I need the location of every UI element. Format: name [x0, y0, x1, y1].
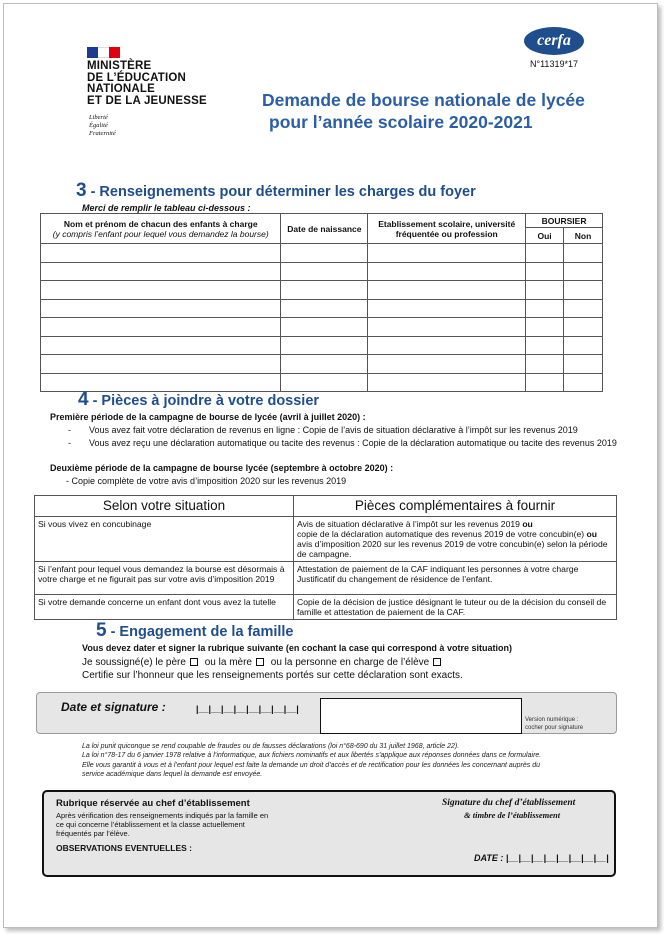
col-boursier: BOURSIER: [526, 214, 603, 228]
cell-school[interactable]: [368, 373, 526, 392]
cell-school[interactable]: [368, 299, 526, 318]
head-signature-title: Signature du chef d’établissement: [442, 798, 576, 808]
cell-oui[interactable]: [526, 244, 564, 263]
additional-documents-table: [34, 495, 617, 620]
section-3-title-text: - Renseignements pour déterminer les charges du foyer: [90, 184, 476, 200]
cell-name[interactable]: [41, 244, 281, 263]
col-child-name-label: Nom et prénom de chacun des enfants à charge: [63, 218, 258, 229]
cell-name[interactable]: [41, 262, 281, 281]
ministry-name: [87, 61, 207, 107]
cell-oui[interactable]: [526, 355, 564, 374]
head-date-label: DATE :: [474, 853, 504, 863]
flag-blue-stripe: [87, 47, 98, 58]
ministry-line: MINISTÈRE: [87, 60, 152, 72]
section-4-title: [78, 389, 319, 411]
signature-field[interactable]: [320, 698, 522, 734]
cell-non[interactable]: [564, 373, 603, 392]
date-signature-label: Date et signature :: [61, 700, 166, 714]
table-row: [41, 299, 603, 318]
section-5-title: [96, 620, 294, 642]
pieces-cell: Copie de la décision de justice désignant le tuteur ou de la décision du conseil de famille et attestation de paiement de la CAF.: [294, 595, 617, 620]
cell-non[interactable]: [564, 244, 603, 263]
table-row: [35, 517, 617, 562]
legal-notice: [82, 742, 552, 779]
period2-title: Deuxième période de la campagne de bourse lycée (septembre à octobre 2020) :: [50, 463, 394, 473]
period1-item: Vous avez reçu une déclaration automatique ou tacite des revenus : Copie de la déclaration automatique ou tacite des revenus 2019: [89, 438, 617, 448]
col-non: Non: [564, 228, 603, 244]
head-date-field[interactable]: |__|__|__|__|__|__|__|__|: [505, 853, 609, 863]
period1-bullet: -: [68, 438, 71, 448]
cell-oui[interactable]: [526, 318, 564, 337]
period1-title: Première période de la campagne de bourse de lycée (avril à juillet 2020) :: [50, 412, 366, 422]
section-4-number: 4: [78, 389, 89, 410]
ministry-line: DE L’ÉDUCATION: [87, 71, 187, 84]
col-oui: Oui: [526, 228, 564, 244]
guardian-checkbox[interactable]: [433, 658, 441, 666]
cell-name[interactable]: [41, 318, 281, 337]
pieces-text: copie de la déclaration automatique des revenus 2019 de votre concubin(e): [297, 529, 587, 539]
situation-cell: Si l’enfant pour lequel vous demandez la bourse est désormais à votre charge et ne figurait pas sur votre avis d’imposition 2019: [35, 562, 294, 595]
col-birth-date: Date de naissance: [281, 214, 368, 244]
pieces-cell: Attestation de paiement de la CAF indiquant les personnes à votre charge Justificatif du changement de résidence de l’enfant.: [294, 562, 617, 595]
cell-non[interactable]: [564, 262, 603, 281]
father-label: Je soussigné(e) le père: [82, 657, 186, 668]
cell-non[interactable]: [564, 281, 603, 300]
cell-birth[interactable]: [281, 299, 368, 318]
period1-bullet: -: [68, 425, 71, 435]
cell-school[interactable]: [368, 262, 526, 281]
section-3-instruction: Merci de remplir le tableau ci-dessous :: [82, 203, 251, 213]
section-5-title-text: - Engagement de la famille: [110, 624, 294, 640]
table-row: [35, 562, 617, 595]
cell-name[interactable]: [41, 355, 281, 374]
table-row: [41, 318, 603, 337]
certify-text: Certifie sur l’honneur que les renseignements portés sur cette déclaration sont exacts.: [82, 670, 463, 681]
father-checkbox[interactable]: [190, 658, 198, 666]
cell-non[interactable]: [564, 355, 603, 374]
section-4-title-text: - Pièces à joindre à votre dossier: [92, 393, 320, 409]
ministry-line: NATIONALE: [87, 83, 156, 95]
mother-checkbox[interactable]: [256, 658, 264, 666]
flag-red-stripe: [109, 47, 120, 58]
cell-school[interactable]: [368, 355, 526, 374]
republic-motto: [89, 114, 116, 138]
pieces-text: avis d’imposition 2020 sur les revenus 2019 de votre concubin(e) selon la période de campagne.: [297, 539, 608, 559]
cell-non[interactable]: [564, 336, 603, 355]
cell-birth[interactable]: [281, 336, 368, 355]
digital-note-line: Version numérique :: [525, 717, 579, 723]
col-child-name: [41, 214, 281, 244]
cell-name[interactable]: [41, 299, 281, 318]
cell-birth[interactable]: [281, 355, 368, 374]
cell-school[interactable]: [368, 318, 526, 337]
or-keyword: ou: [586, 529, 598, 539]
digital-note-line: cocher pour signature: [525, 725, 584, 731]
french-flag-logo: [87, 47, 120, 58]
form-title-line1: Demande de bourse nationale de lycée: [262, 90, 585, 110]
cell-birth[interactable]: [281, 318, 368, 337]
cell-name[interactable]: [41, 281, 281, 300]
form-title-line2: pour l’année scolaire 2020-2021: [269, 112, 533, 132]
legal-line: La loi n°78-17 du 6 janvier 1978 relative à l’informatique, aux fichiers nominatifs et aux libertés s’applique aux réponses données dans ce formulaire. Elle vous garantit à vous et à l’enfant pour lequel est faite la demande un droit d’accès et de rectification pour les données les concernant auprès du service académique dans lequel la demande est envoyée.: [82, 752, 542, 778]
observations-label[interactable]: OBSERVATIONS EVENTUELLES :: [56, 843, 193, 853]
legal-line: La loi punit quiconque se rend coupable de fraudes ou de fausses déclarations (loi n°68-690 du 31 juillet 1968, article 22).: [82, 743, 460, 750]
period2-item: - Copie complète de votre avis d’imposition 2020 sur les revenus 2019: [66, 476, 347, 486]
cell-non[interactable]: [564, 299, 603, 318]
cell-school[interactable]: [368, 244, 526, 263]
table-row: [41, 281, 603, 300]
period1-item: Vous avez fait votre déclaration de revenus en ligne : Copie de l’avis de situation déclarative à l’impôt sur les revenus 2019: [89, 425, 578, 435]
cell-non[interactable]: [564, 318, 603, 337]
table-row: [41, 262, 603, 281]
head-section-text: Après vérification des renseignements indiqués par la famille en ce qui concerne l’établissement et la classe actuellement fréquentés par l’élève.: [56, 811, 269, 838]
cell-school[interactable]: [368, 336, 526, 355]
section-3-number: 3: [76, 180, 87, 201]
section-5-number: 5: [96, 620, 107, 641]
digital-version-note: [525, 716, 583, 732]
cerfa-logo: cerfa: [524, 27, 584, 55]
table-row: [41, 355, 603, 374]
pieces-text: Avis de situation déclarative à l’impôt sur les revenus 2019: [297, 519, 523, 529]
motto-line: Égalité: [89, 122, 108, 129]
col-school: Etablissement scolaire, université fréquentée ou profession: [368, 214, 526, 244]
ministry-line: ET DE LA JEUNESSE: [87, 94, 207, 107]
cell-birth[interactable]: [281, 262, 368, 281]
cell-oui[interactable]: [526, 373, 564, 392]
head-date-line: [474, 853, 609, 863]
or-keyword: ou: [522, 519, 533, 529]
cerfa-number: N°11319*17: [530, 59, 578, 69]
date-field[interactable]: |__|__|__|__|__|__|__|__|: [196, 704, 299, 714]
cell-oui[interactable]: [526, 336, 564, 355]
head-section-title: Rubrique réservée au chef d’établissement: [56, 798, 250, 809]
cell-oui[interactable]: [526, 262, 564, 281]
motto-line: Liberté: [89, 114, 108, 121]
section-3-title: [76, 180, 476, 202]
situation-cell: Si votre demande concerne un enfant dont vous avez la tutelle: [35, 595, 294, 620]
cell-birth[interactable]: [281, 244, 368, 263]
col-pieces: Pièces complémentaires à fournir: [294, 496, 617, 517]
guardian-label: ou la personne en charge de l’élève: [270, 657, 430, 668]
cell-name[interactable]: [41, 336, 281, 355]
cell-school[interactable]: [368, 281, 526, 300]
col-situation: Selon votre situation: [35, 496, 294, 517]
pieces-cell: [294, 517, 617, 562]
undersigned-line: [82, 657, 445, 668]
cell-birth[interactable]: [281, 281, 368, 300]
situation-cell: Si vous vivez en concubinage: [35, 517, 294, 562]
flag-white-stripe: [98, 47, 109, 58]
mother-label: ou la mère: [204, 657, 252, 668]
table-row: [41, 336, 603, 355]
table-row: [41, 244, 603, 263]
form-title: [262, 89, 585, 133]
section-5-instruction: Vous devez dater et signer la rubrique suivante (en cochant la case qui correspond à votre situation): [82, 643, 512, 653]
establishment-stamp-label: & timbre de l’établissement: [464, 810, 561, 820]
table-row: [35, 595, 617, 620]
motto-line: Fraternité: [89, 130, 116, 137]
cell-oui[interactable]: [526, 281, 564, 300]
col-child-name-note: (y compris l’enfant pour lequel vous demandez la bourse): [52, 228, 269, 239]
children-table: [40, 213, 603, 392]
cell-oui[interactable]: [526, 299, 564, 318]
